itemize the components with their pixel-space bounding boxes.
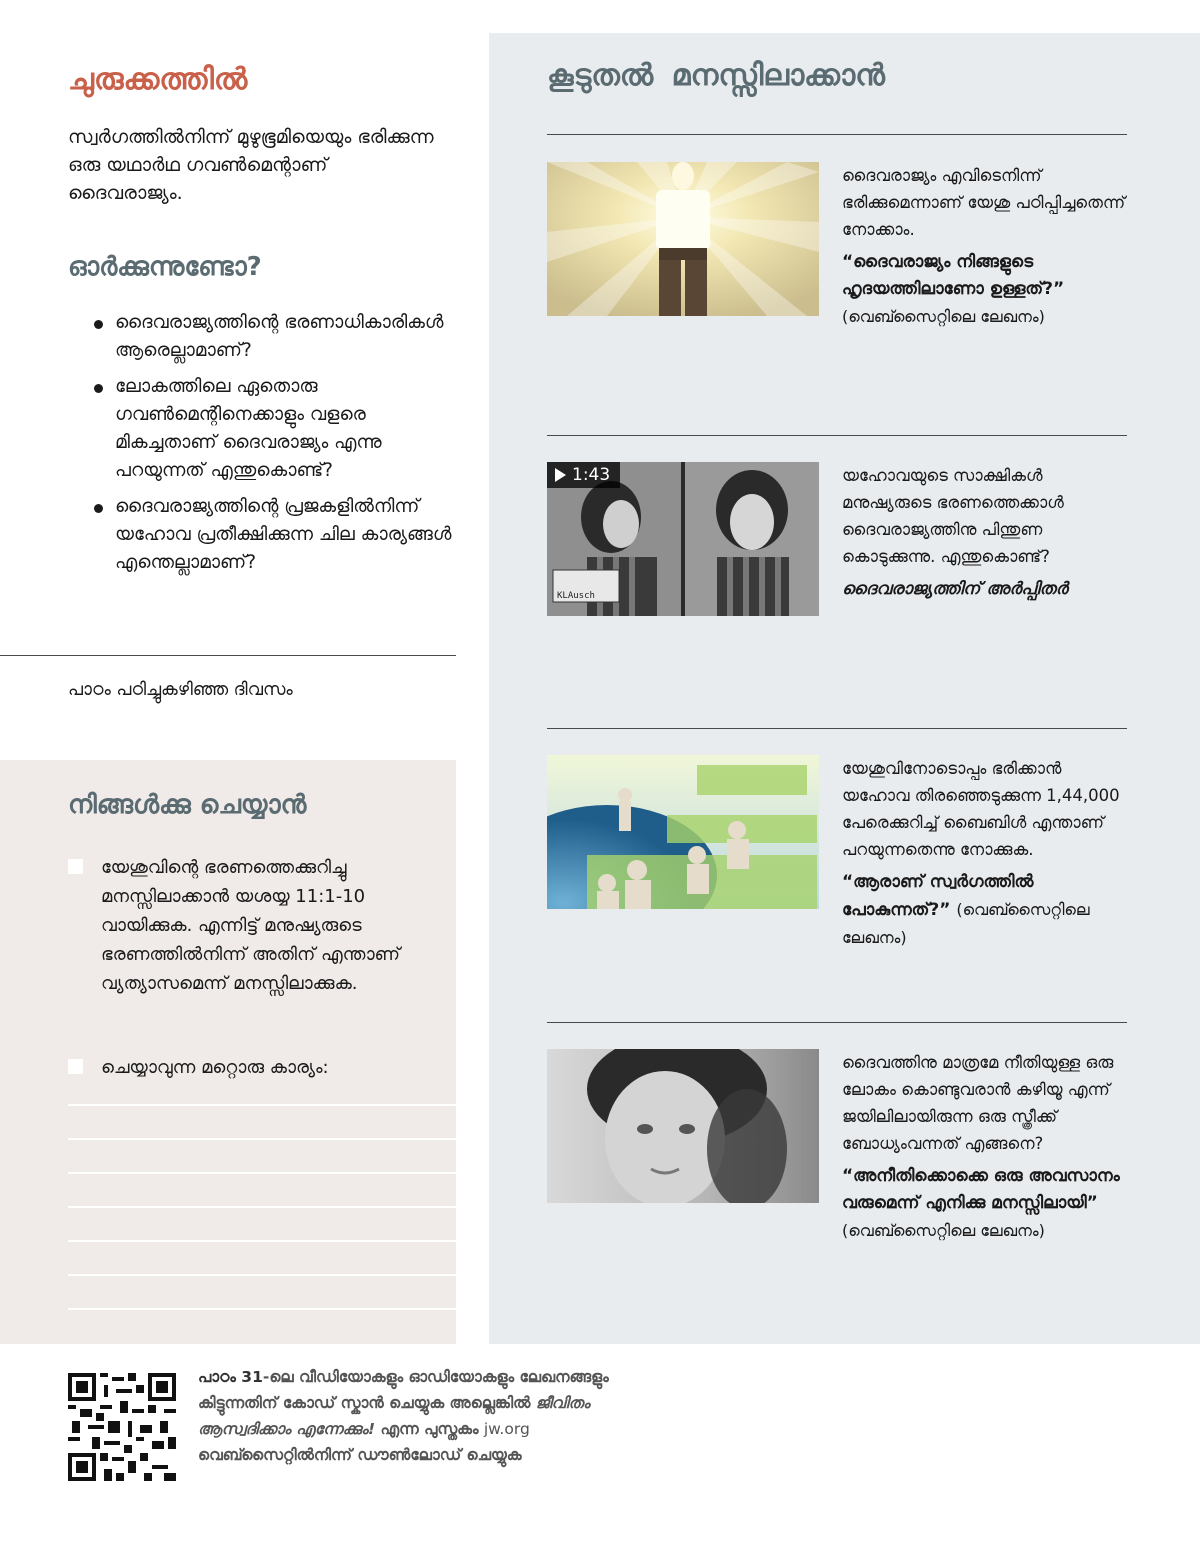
divider xyxy=(0,655,456,656)
recall-section xyxy=(68,252,458,585)
write-line[interactable] xyxy=(68,1172,456,1174)
resource-description: ദൈവരാജ്യം എവിടെനിന്ന് ഭരിക്കുമെന്നാണ് യേശു പഠിപ്പിച്ചതെന്ന് നോക്കാം. xyxy=(842,166,1126,239)
resource-description: യഹോവയുടെ സാക്ഷികൾ മനുഷ്യരുടെ ഭരണത്തെക്കാൾ ദൈവരാജ്യത്തിനു പിന്തുണ കൊടുക്കുന്നു. എന്തുകൊണ്ട്? xyxy=(842,466,1064,566)
write-line[interactable] xyxy=(68,1274,456,1276)
list-item: ദൈവരാജ്യത്തിന്റെ ഭരണാധികാരികൾ ആരെല്ലാമാണ്? xyxy=(94,309,458,365)
summary-body: സ്വർഗത്തിൽനിന്ന് മുഴുഭൂമിയെയും ഭരിക്കുന്ന ഒരു യഥാർഥ ഗവൺമെന്റാണ് ദൈവരാജ്യം. xyxy=(68,126,434,204)
photo-sign: KLAusch xyxy=(557,591,595,601)
summary-section xyxy=(68,62,448,207)
resource-text xyxy=(842,462,1132,603)
resource-description: ദൈവത്തിനു മാത്രമേ നീതിയുള്ള ഒരു ലോകം കൊണ്ടുവരാൻ കഴിയൂ എന്ന് ജയിലിലായിരുന്ന ഒരു സ്ത്രീക്ക് ബോധ്യംവന്നത് എങ്ങനെ? xyxy=(842,1053,1114,1153)
book-title: ജീവിതം ആസ്വദിക്കാം എന്നേക്കും! xyxy=(198,1394,590,1438)
divider xyxy=(547,435,1127,436)
summary-heading: ചുരുക്കത്തിൽ xyxy=(68,62,248,97)
todo-item[interactable] xyxy=(68,1053,448,1082)
play-icon[interactable] xyxy=(555,468,566,482)
write-line[interactable] xyxy=(68,1138,456,1140)
resource-link[interactable]: “ആരാണ് സ്വർഗത്തിൽ പോകുന്നത്?” (വെബ്സൈറ്റിലെ ലേഖനം) xyxy=(842,872,1090,947)
resource-thumbnail[interactable] xyxy=(547,1049,819,1203)
checkbox-icon[interactable] xyxy=(68,1059,83,1074)
resource-text xyxy=(842,162,1132,330)
resource-thumbnail[interactable] xyxy=(547,162,819,316)
write-line[interactable] xyxy=(68,1206,456,1208)
bullet-icon xyxy=(94,320,103,329)
todo-heading: നിങ്ങൾക്കു ചെയ്യാൻ xyxy=(68,790,307,820)
resource-description: യേശുവിനോടൊപ്പം ഭരിക്കാൻ യഹോവ തിരഞ്ഞെടുക്കുന്ന 1,44,000 പേരെക്കുറിച്ച് ബൈബിൾ എന്താണ് പറയുന്നതെന്നു നോക്കുക. xyxy=(842,759,1120,859)
date-completed-label: പാഠം പഠിച്ചുകഴിഞ്ഞ ദിവസം xyxy=(68,680,293,700)
write-line[interactable] xyxy=(68,1104,456,1106)
resource-text xyxy=(842,1049,1132,1244)
todo-item-text: യേശുവിന്റെ ഭരണത്തെക്കുറിച്ചു മനസ്സിലാക്കാൻ യശയ്യ 11:1-10 വായിക്കുക. എന്നിട്ട് മനുഷ്യരുടെ ഭരണത്തിൽനിന്ന് അതിന് എന്താണ് വ്യത്യാസമെന്ന് മനസ്സിലാക്കുക. xyxy=(101,857,401,994)
resource-thumbnail[interactable] xyxy=(547,755,819,909)
resource-link[interactable]: “ദൈവരാജ്യം നിങ്ങളുടെ ഹൃദയത്തിലാണോ ഉള്ളത്?” xyxy=(842,252,1065,299)
todo-item-text: ചെയ്യാവുന്ന മറ്റൊരു കാര്യം: xyxy=(101,1057,329,1078)
recall-heading: ഓർക്കുന്നുണ്ടോ? xyxy=(68,252,262,282)
divider xyxy=(547,1022,1127,1023)
video-thumbnail[interactable] xyxy=(547,462,819,616)
list-item: ദൈവരാജ്യത്തിന്റെ പ്രജകളിൽനിന്ന് യഹോവ പ്രതീക്ഷിക്കുന്ന ചില കാര്യങ്ങൾ എന്തെല്ലാമാണ്? xyxy=(94,493,458,577)
todo-item[interactable] xyxy=(68,853,448,998)
footer-text: പാഠം 31-ലെ വീഡിയോകളും ഓഡിയോകളും ലേഖനങ്ങളും കിട്ടുന്നതിന് കോഡ് സ്കാൻ ചെയ്യുക അല്ലെങ്കിൽ ജീവിതം ആസ്വദിക്കാം എന്നേക്കും! എന്ന പുസ്തകം jw.org വെബ്സൈറ്റിൽനിന്ന് ഡൗൺലോഡ് ചെയ്യുക xyxy=(198,1368,609,1464)
lesson-number: പാഠം 31 xyxy=(198,1368,263,1386)
write-line[interactable] xyxy=(68,1240,456,1242)
website-link[interactable]: jw.org xyxy=(483,1420,530,1438)
todo-section xyxy=(0,760,456,1344)
video-duration-badge[interactable] xyxy=(547,462,620,488)
resource-text xyxy=(842,755,1132,952)
learn-more-heading: കൂടുതൽ മനസ്സിലാക്കാൻ xyxy=(547,58,885,93)
checkbox-icon[interactable] xyxy=(68,859,83,874)
divider xyxy=(547,134,1127,135)
bullet-icon xyxy=(94,384,103,393)
resource-note: (വെബ്സൈറ്റിലെ ലേഖനം) xyxy=(842,1221,1045,1240)
bullet-icon xyxy=(94,504,103,513)
write-line[interactable] xyxy=(68,1308,456,1310)
recall-list xyxy=(68,309,458,577)
video-duration: 1:43 xyxy=(572,465,611,485)
divider xyxy=(547,728,1127,729)
list-item: ലോകത്തിലെ ഏതൊരു ഗവൺമെന്റിനെക്കാളും വളരെ മികച്ചതാണ് ദൈവരാജ്യം എന്നു പറയുന്നത് എന്തുകൊണ്ട്? xyxy=(94,373,458,485)
resource-note: (വെബ്സൈറ്റിലെ ലേഖനം) xyxy=(842,307,1045,326)
resource-note: (വെബ്സൈറ്റിലെ ലേഖനം) xyxy=(842,900,1090,947)
resource-link[interactable]: “അനീതിക്കൊക്കെ ഒരു അവസാനം വരുമെന്ന് എനിക്കു മനസ്സിലായി” xyxy=(842,1166,1120,1213)
qr-code-icon[interactable] xyxy=(68,1373,176,1481)
resource-link[interactable]: ദൈവരാജ്യത്തിന് അർപ്പിതർ xyxy=(842,579,1068,599)
